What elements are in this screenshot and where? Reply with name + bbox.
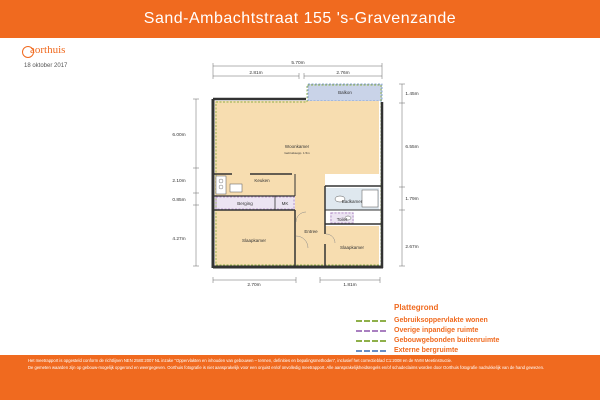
page-title: Sand-Ambachtstraat 155 's-Gravenzande <box>143 10 457 27</box>
dim-right-3: 1.79m <box>405 197 419 202</box>
dim-top-left: 2.81m <box>249 71 263 76</box>
room-label-mk: MK <box>281 201 289 206</box>
woonkamer-area <box>215 101 379 174</box>
bathtub-icon <box>362 190 378 207</box>
legend-item <box>356 346 586 355</box>
room-label-slaapkamer-1: Slaapkamer <box>241 238 267 243</box>
dim-bottom-left: 2.70m <box>247 283 261 288</box>
dim-top-total: 5.70m <box>291 61 305 66</box>
legend-label: Gebruiksoppervlakte wonen <box>394 317 488 324</box>
legend-heading: Plattegrond <box>394 303 439 312</box>
entree-area <box>295 234 325 266</box>
legend-swatch <box>356 330 386 332</box>
hall-zone <box>295 174 325 234</box>
dim-left-3: 0.85m <box>172 198 186 203</box>
legend <box>356 303 586 356</box>
dim-right-4: 2.67m <box>405 245 419 250</box>
dim-left-2: 2.10m <box>172 179 186 184</box>
disclaimer-footer <box>0 355 600 400</box>
legend-label: Overige inpandige ruimte <box>394 327 479 334</box>
room-label-woonkamer-sub: Gebruiksopp. 1.5m <box>284 151 310 155</box>
dim-right-1: 1.45m <box>405 92 419 97</box>
dim-top-right: 2.76m <box>336 71 350 76</box>
room-label-badkamer: Badkamer <box>341 199 363 204</box>
dim-right-2: 6.55m <box>405 145 419 150</box>
legend-item <box>356 326 586 335</box>
dim-left-1: 6.00m <box>172 133 186 138</box>
room-label-entree: Entree <box>304 229 318 234</box>
report-date: 18 oktober 2017 <box>24 63 68 69</box>
legend-label: Gebouwgebonden buitenruimte <box>394 337 500 344</box>
legend-item <box>356 336 586 345</box>
room-label-berging: Berging <box>237 201 253 206</box>
legend-swatch <box>356 320 386 322</box>
disclaimer-paragraph: Het meetrapport is opgesteld conform de richtlijnen NEN 2580:2007 NL inzake "Oppervlakten en inhouden van gebouwen – termen, definities en bepalingsmethoden", inclusief het correctieblad C1:2008 en de NVM Meetinstructie. <box>28 358 453 363</box>
room-label-toilet: Toilet <box>336 217 348 222</box>
legend-swatch <box>356 340 386 342</box>
room-label-slaapkamer-2: Slaapkamer <box>339 245 365 250</box>
legend-label: Externe bergruimte <box>394 347 459 354</box>
legend-item <box>356 316 586 325</box>
room-label-keuken: Keuken <box>254 178 270 183</box>
logo-brand-text: aorthuis <box>30 44 66 56</box>
room-label-balkon: Balkon <box>338 90 352 95</box>
dim-left-4: 4.27m <box>172 237 186 242</box>
kitchen-sink-icon <box>230 184 242 192</box>
disclaimer-paragraph: De gemeten waarden zijn op gebouw-mogelijk opgerond en weergegeven. Oorthuis fotografie is niet aansprakelijk voor een onjuist en/of onvolledig meetrapport. Alle aansprakelijkheidsregels en/of schadeclaims worden door Oorthuis fotografie nadrukkelijk van de hand gewezen. <box>28 365 545 371</box>
room-label-woonkamer: Woonkamer <box>284 144 310 149</box>
dim-bottom-right: 1.81m <box>343 283 357 288</box>
legend-swatch <box>356 350 386 352</box>
